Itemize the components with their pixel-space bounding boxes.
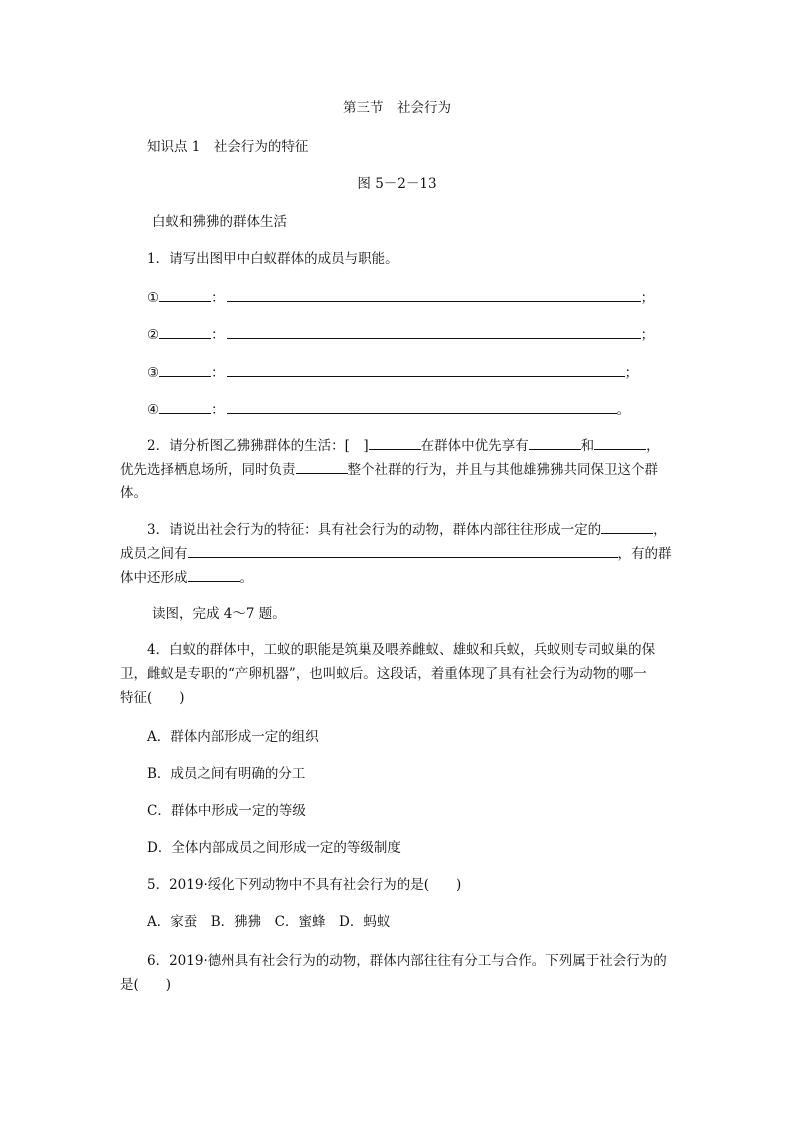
- answer-blank-function[interactable]: [227, 324, 641, 339]
- answer-blank-member[interactable]: [159, 362, 211, 377]
- answer-blank[interactable]: [369, 435, 421, 450]
- question-1-stem: 1．请写出图甲中白蚁群体的成员与职能。: [147, 251, 399, 267]
- question-6-line-1: 6．2019·德州具有社会行为的动物，群体内部往往有分工与合作。下列属于社会行为的: [147, 953, 667, 969]
- item-marker: ④: [147, 402, 160, 418]
- question-3-text: ，有的群: [617, 546, 672, 562]
- question-2-line-2: [120, 459, 658, 480]
- question-4-option-a[interactable]: A．群体内部形成一定的组织: [147, 729, 319, 745]
- question-3-line-2: [120, 543, 672, 564]
- question-4-option-c[interactable]: C．群体中形成一定的等级: [147, 803, 306, 819]
- question-4-line-1: 4．白蚁的群体中，工蚁的职能是筑巢及喂养雌蚁、雄蚁和兵蚁，兵蚁则专司蚁巢的保: [147, 642, 656, 658]
- knowledge-point-heading: 知识点 1 社会行为的特征: [147, 139, 309, 155]
- answer-blank[interactable]: [594, 435, 646, 450]
- item-colon: ：: [211, 402, 225, 418]
- answer-blank-member[interactable]: [159, 399, 211, 414]
- question-2-text: 在群体中优先享有: [420, 438, 529, 454]
- question-1-item-3: [147, 362, 638, 383]
- question-3-text: ，: [653, 522, 667, 538]
- answer-blank-member[interactable]: [159, 287, 211, 302]
- question-5-options[interactable]: A．家蚕 B．狒狒 C．蜜蜂 D．蚂蚁: [147, 914, 391, 930]
- question-2-line-3: 体。: [120, 485, 147, 501]
- item-marker: ③: [147, 365, 160, 381]
- item-colon: ：: [211, 365, 225, 381]
- question-5-stem: 5．2019·绥化下列动物中不具有社会行为的是( ): [147, 877, 462, 893]
- item-end: ；: [640, 327, 655, 343]
- item-marker: ①: [147, 290, 160, 306]
- question-2-text: 整个社群的行为，并且与其他雄狒狒共同保卫这个群: [347, 462, 658, 478]
- question-2-text: 优先选择栖息场所，同时负责: [120, 462, 296, 478]
- question-3-text: 成员之间有: [120, 546, 188, 562]
- question-3-text: 。: [239, 570, 253, 586]
- answer-blank-function[interactable]: [227, 362, 625, 377]
- item-marker: ②: [147, 327, 160, 343]
- item-end: 。: [616, 402, 631, 418]
- question-4-line-3: 特征( ): [120, 690, 185, 706]
- question-4-line-2: 卫，雌蚁是专职的“产卵机器”，也叫蚁后。这段话，着重体现了具有社会行为动物的哪一: [120, 666, 647, 682]
- section-title: 第三节 社会行为: [343, 100, 451, 116]
- answer-blank[interactable]: [188, 543, 618, 558]
- reading-prompt: 读图，完成 4～7 题。: [152, 606, 286, 622]
- answer-blank-function[interactable]: [227, 287, 641, 302]
- question-2-text: 2．请分析图乙狒狒群体的生活：[ ]: [147, 438, 369, 454]
- item-colon: ：: [211, 290, 225, 306]
- answer-blank-function[interactable]: [227, 399, 617, 414]
- item-end: ；: [640, 290, 655, 306]
- question-2-line-1: [147, 435, 660, 456]
- answer-blank[interactable]: [296, 459, 348, 474]
- answer-blank[interactable]: [188, 567, 240, 582]
- question-3-line-1: [147, 519, 667, 540]
- question-6-line-2: 是( ): [120, 977, 172, 993]
- question-3-text: 3．请说出社会行为的特征：具有社会行为的动物，群体内部往往形成一定的: [147, 522, 602, 538]
- question-4-option-b[interactable]: B．成员之间有明确的分工: [147, 766, 306, 782]
- question-4-option-d[interactable]: D．全体内部成员之间形成一定的等级制度: [147, 840, 401, 856]
- item-colon: ：: [211, 327, 225, 343]
- answer-blank-member[interactable]: [159, 324, 211, 339]
- question-1-item-1: [147, 287, 654, 308]
- answer-blank[interactable]: [529, 435, 581, 450]
- question-2-text: ，: [646, 438, 660, 454]
- question-3-text: 体中还形成: [120, 570, 188, 586]
- answer-blank[interactable]: [601, 519, 653, 534]
- question-2-text: 和: [580, 438, 595, 454]
- figure-label: 图 5－2－13: [357, 176, 437, 192]
- item-end: ；: [624, 365, 639, 381]
- question-1-item-2: [147, 324, 654, 345]
- question-1-item-4: [147, 399, 630, 420]
- figure-subtitle: 白蚁和狒狒的群体生活: [152, 214, 287, 230]
- question-3-line-3: [120, 567, 253, 588]
